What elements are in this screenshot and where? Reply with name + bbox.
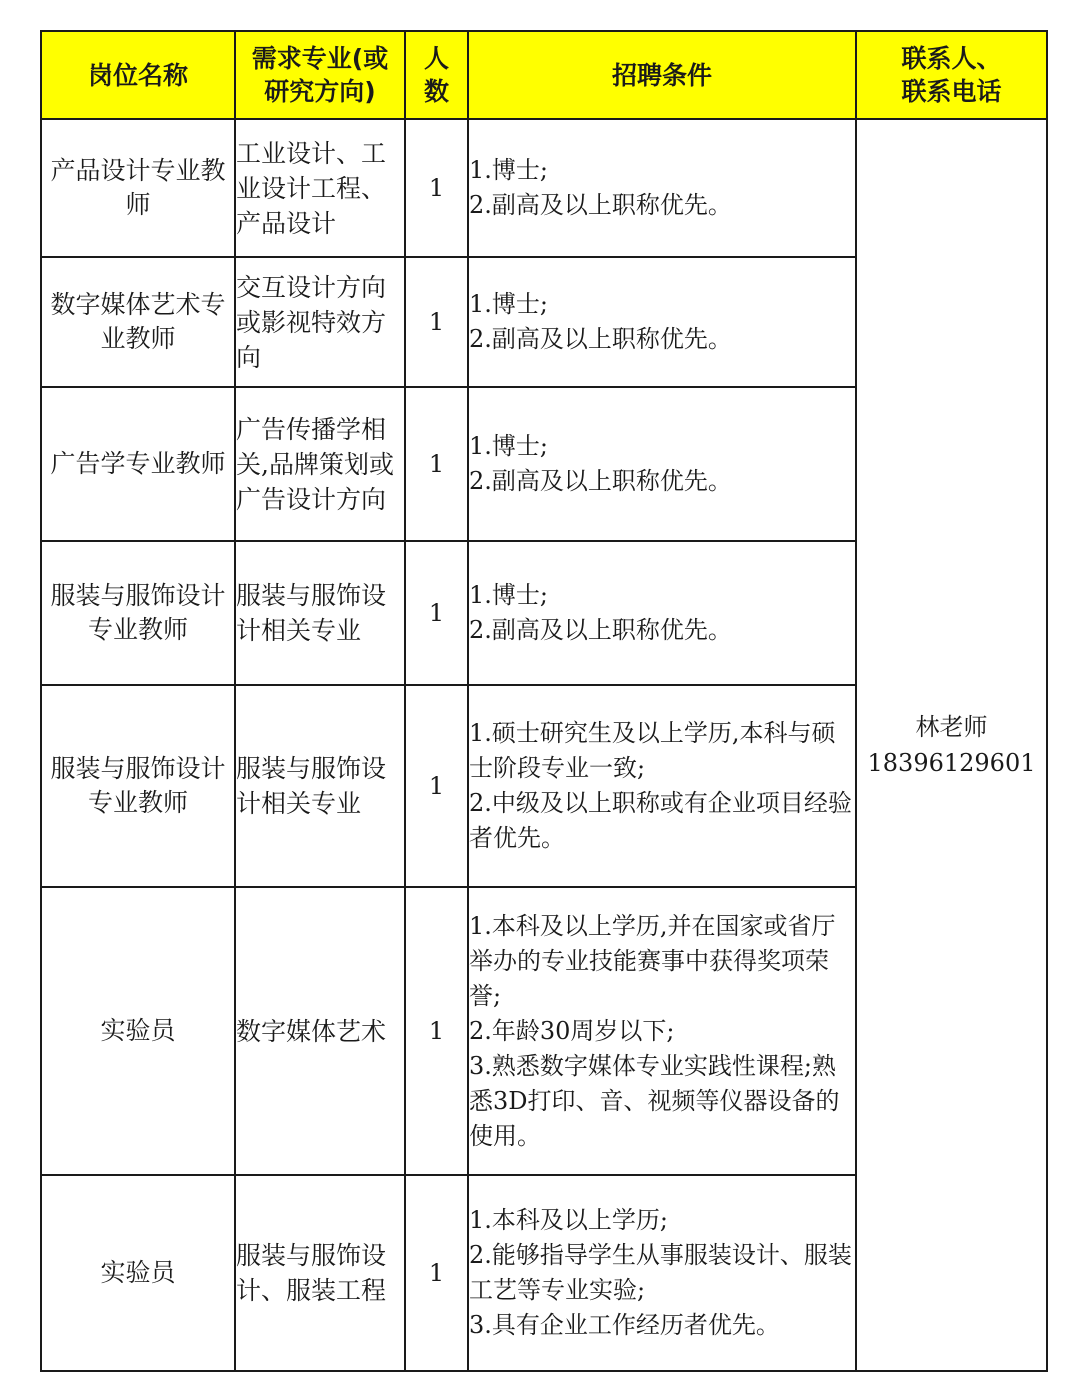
header-contact-line2: 联系电话: [901, 77, 1002, 106]
count-cell: 1: [405, 887, 468, 1175]
condition-line: 2.副高及以上职称优先。: [469, 467, 732, 495]
header-conditions: 招聘条件: [468, 31, 856, 119]
condition-line: 1.博士;: [469, 581, 548, 609]
recruitment-table: [40, 30, 1048, 1372]
count-cell: 1: [405, 119, 468, 257]
count-cell: 1: [405, 541, 468, 685]
condition-line: 2.中级及以上职称或有企业项目经验者优先。: [469, 789, 852, 852]
condition-line: 1.本科及以上学历;: [469, 1206, 668, 1234]
condition-line: 2.副高及以上职称优先。: [469, 325, 732, 353]
major-cell: 服装与服饰设计、服装工程: [235, 1175, 405, 1371]
condition-line: 1.博士;: [469, 156, 548, 184]
count-cell: 1: [405, 387, 468, 541]
header-count-line2: 数: [423, 77, 449, 106]
position-cell: 实验员: [41, 887, 235, 1175]
condition-line: 2.副高及以上职称优先。: [469, 191, 732, 219]
conditions-cell: [468, 387, 856, 541]
conditions-cell: [468, 257, 856, 387]
header-major-line2: 研究方向): [264, 77, 376, 106]
header-major-line1: 需求专业(或: [251, 44, 389, 73]
conditions-cell: [468, 541, 856, 685]
position-cell: 服装与服饰设计专业教师: [41, 685, 235, 887]
conditions-cell: [468, 685, 856, 887]
count-cell: 1: [405, 685, 468, 887]
major-cell: 服装与服饰设计相关专业: [235, 541, 405, 685]
condition-line: 1.硕士研究生及以上学历,本科与硕士阶段专业一致;: [469, 719, 836, 782]
condition-line: 3.具有企业工作经历者优先。: [469, 1311, 780, 1339]
header-contact: [856, 31, 1047, 119]
count-cell: 1: [405, 1175, 468, 1371]
header-position: 岗位名称: [41, 31, 235, 119]
header-row: [41, 31, 1047, 119]
major-cell: 广告传播学相关,品牌策划或广告设计方向: [235, 387, 405, 541]
condition-line: 2.能够指导学生从事服装设计、服装工艺等专业实验;: [469, 1241, 852, 1304]
major-cell: 工业设计、工业设计工程、产品设计: [235, 119, 405, 257]
condition-line: 1.博士;: [469, 432, 548, 460]
condition-line: 1.本科及以上学历,并在国家或省厅举办的专业技能赛事中获得奖项荣誉;: [469, 911, 836, 1010]
major-cell: 数字媒体艺术: [235, 887, 405, 1175]
condition-line: 3.熟悉数字媒体专业实践性课程;熟悉3D打印、音、视频等仪器设备的使用。: [469, 1051, 840, 1150]
contact-name: 林老师: [915, 713, 988, 741]
position-cell: 服装与服饰设计专业教师: [41, 541, 235, 685]
header-count-line1: 人: [423, 44, 449, 73]
count-cell: 1: [405, 257, 468, 387]
position-cell: 广告学专业教师: [41, 387, 235, 541]
contact-phone: 18396129601: [867, 749, 1036, 777]
header-contact-line1: 联系人、: [901, 44, 1002, 73]
major-cell: 服装与服饰设计相关专业: [235, 685, 405, 887]
conditions-cell: [468, 1175, 856, 1371]
conditions-cell: [468, 887, 856, 1175]
position-cell: 实验员: [41, 1175, 235, 1371]
conditions-cell: [468, 119, 856, 257]
table-row: [41, 119, 1047, 257]
header-count: [405, 31, 468, 119]
position-cell: 数字媒体艺术专业教师: [41, 257, 235, 387]
header-major: [235, 31, 405, 119]
condition-line: 1.博士;: [469, 290, 548, 318]
position-cell: 产品设计专业教师: [41, 119, 235, 257]
major-cell: 交互设计方向或影视特效方向: [235, 257, 405, 387]
condition-line: 2.年龄30周岁以下;: [469, 1016, 675, 1045]
contact-cell: [856, 119, 1047, 1371]
condition-line: 2.副高及以上职称优先。: [469, 616, 732, 644]
